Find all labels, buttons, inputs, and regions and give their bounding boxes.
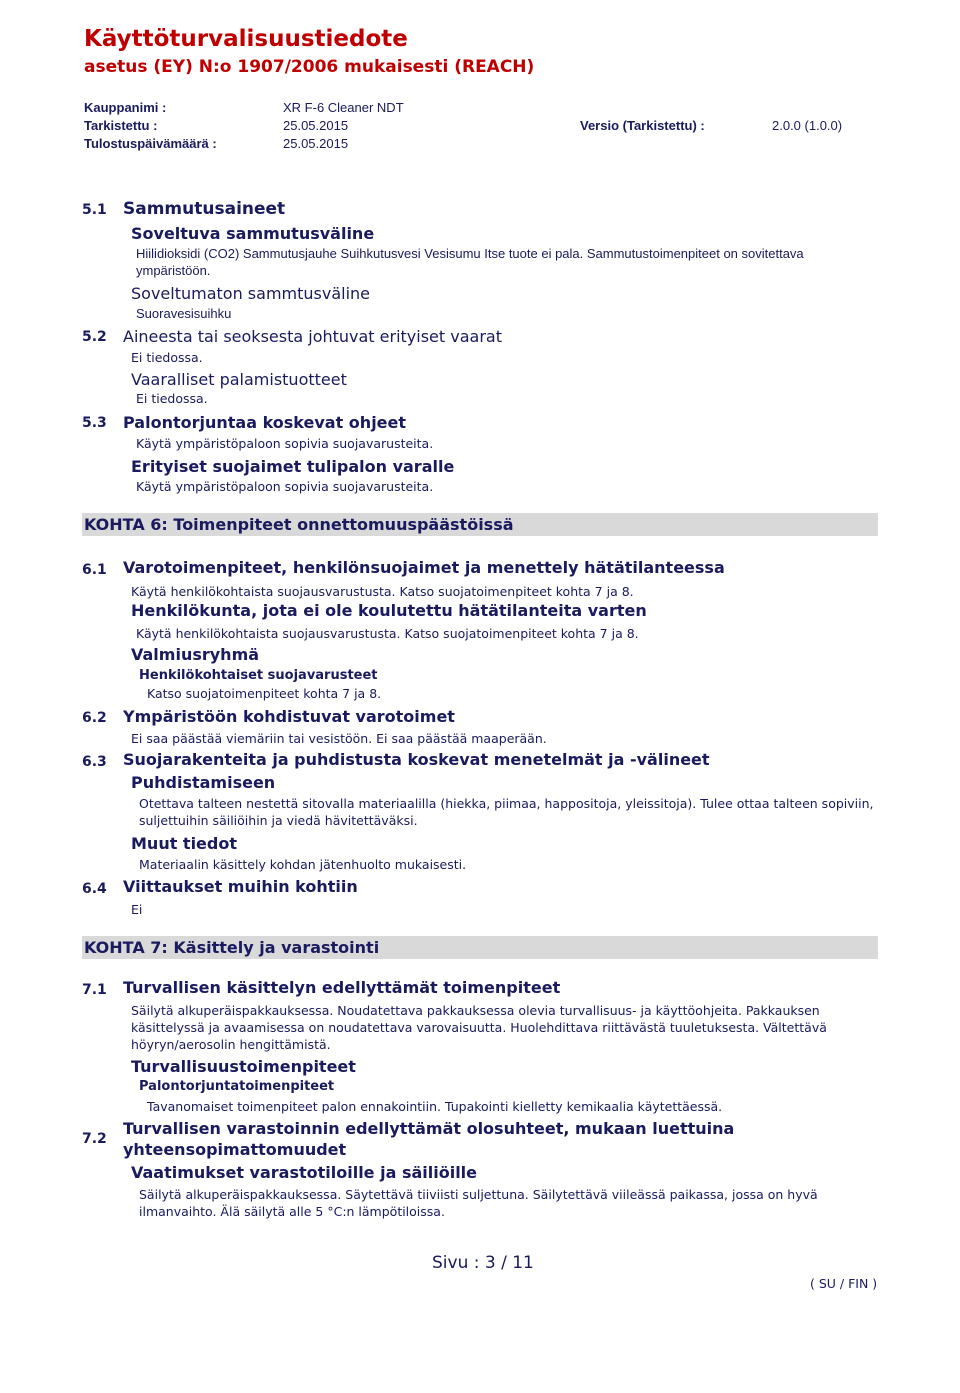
subheading: Erityiset suojaimet tulipalon varalle — [131, 457, 455, 476]
paragraph: Ei tiedossa. — [136, 391, 208, 406]
subheading: Soveltuva sammutusväline — [131, 224, 375, 243]
page-number: Sivu : 3 / 11 — [432, 1253, 534, 1273]
trade-name-value: XR F-6 Cleaner NDT — [283, 100, 404, 115]
section-number: 7.2 — [82, 1131, 107, 1147]
subsection-title: Suojarakenteita ja puhdistusta koskevat menetelmät ja -välineet — [123, 750, 710, 769]
paragraph: Katso suojatoimenpiteet kohta 7 ja 8. — [147, 686, 382, 701]
document-subtitle: asetus (EY) N:o 1907/2006 mukaisesti (REACH) — [84, 57, 535, 77]
paragraph: Käytä ympäristöpaloon sopivia suojavarusteita. — [136, 436, 434, 451]
paragraph: Tavanomaiset toimenpiteet palon ennakointiin. Tupakointi kielletty kemikaalia käytettäessä. — [147, 1099, 723, 1114]
print-date-label: Tulostuspäivämäärä : — [84, 136, 217, 151]
paragraph: Käytä henkilökohtaista suojausvarustusta. Katso suojatoimenpiteet kohta 7 ja 8. — [136, 626, 639, 641]
section-number: 6.4 — [82, 881, 107, 897]
section-number: 6.1 — [82, 562, 107, 578]
subheading-minor: Henkilökohtaiset suojavarusteet — [139, 668, 378, 683]
subheading: Turvallisuustoimenpiteet — [131, 1057, 356, 1076]
version-value: 2.0.0 (1.0.0) — [772, 118, 843, 133]
language-code: ( SU / FIN ) — [810, 1276, 878, 1291]
section-heading: KOHTA 7: Käsittely ja varastointi — [84, 938, 380, 957]
paragraph: Säilytä alkuperäispakkauksessa. Noudatettava pakkauksessa olevia turvallisuus- ja käyttöohjeita. Pakkauksen käsittelyssä ja avaamisessa on noudatettava varovaisuutta. Huolehdittava riittävästä tuuletuksesta. Vältettävä höyryn/aerosolin hengittämistä. — [131, 1003, 827, 1052]
paragraph: Materiaalin käsittely kohdan jätenhuolto mukaisesti. — [139, 857, 467, 872]
paragraph: Käytä henkilökohtaista suojausvarustusta. Katso suojatoimenpiteet kohta 7 ja 8. — [131, 584, 634, 599]
section-heading: KOHTA 6: Toimenpiteet onnettomuuspäästöissä — [84, 515, 514, 534]
document-title: Käyttöturvalisuustiedote — [84, 26, 408, 52]
paragraph: Käytä ympäristöpaloon sopivia suojavarusteita. — [136, 479, 434, 494]
subheading: Puhdistamiseen — [131, 773, 276, 792]
paragraph: Ei — [131, 902, 143, 917]
subheading: Soveltumaton sammtusväline — [131, 284, 371, 303]
subsection-title: Palontorjuntaa koskevat ohjeet — [123, 413, 407, 432]
print-date-value: 25.05.2015 — [283, 136, 349, 151]
subheading: Vaaralliset palamistuotteet — [131, 370, 347, 389]
version-label: Versio (Tarkistettu) : — [580, 118, 705, 133]
subheading: Henkilökunta, jota ei ole koulutettu hätätilanteita varten — [131, 601, 647, 620]
trade-name-label: Kauppanimi : — [84, 100, 167, 115]
subheading-minor: Palontorjuntatoimenpiteet — [139, 1079, 335, 1094]
paragraph: Säilytä alkuperäispakkauksessa. Säytettävä tiiviisti suljettuna. Säilytettävä viileässä paikassa, jossa on hyvä ilmanvaihto. Älä säilytä alle 5 °C:n lämpötiloissa. — [139, 1187, 818, 1219]
subsection-title: Varotoimenpiteet, henkilönsuojaimet ja menettely hätätilanteessa — [123, 558, 725, 577]
subsection-title: Turvallisen varastoinnin edellyttämät olosuhteet, mukaan luettuina yhteensopimattomuudet — [123, 1119, 735, 1159]
subsection-title: Turvallisen käsittelyn edellyttämät toimenpiteet — [123, 978, 561, 997]
subheading: Valmiusryhmä — [131, 645, 260, 664]
section-number: 5.3 — [82, 415, 107, 431]
subsection-title: Aineesta tai seoksesta johtuvat erityiset vaarat — [123, 327, 502, 346]
subheading: Muut tiedot — [131, 834, 237, 853]
paragraph: Hiilidioksidi (CO2) Sammutusjauhe Suihkutusvesi Vesisumu Itse tuote ei pala. Sammutustoimenpiteet on sovitettava ympäristöön. — [136, 246, 804, 278]
paragraph: Ei tiedossa. — [131, 350, 203, 365]
paragraph: Ei saa päästää viemäriin tai vesistöön. Ei saa päästää maaperään. — [131, 731, 547, 746]
section-number: 5.1 — [82, 202, 107, 218]
subheading: Vaatimukset varastotiloille ja säiliöille — [131, 1163, 478, 1182]
section-number: 5.2 — [82, 329, 107, 345]
paragraph: Suoravesisuihku — [136, 306, 232, 321]
subsection-title: Ympäristöön kohdistuvat varotoimet — [123, 707, 455, 726]
checked-value: 25.05.2015 — [283, 118, 349, 133]
paragraph: Otettava talteen nestettä sitovalla materiaalilla (hiekka, piimaa, happositoja, yleissitoja). Tulee ottaa talteen sopiviin, suljettuihin säiliöihin ja viedä hävitettäväksi. — [139, 796, 874, 828]
subsection-title: Sammutusaineet — [123, 199, 286, 219]
section-number: 7.1 — [82, 982, 107, 998]
subsection-title: Viittaukset muihin kohtiin — [123, 877, 358, 896]
section-number: 6.2 — [82, 710, 107, 726]
checked-label: Tarkistettu : — [84, 118, 158, 133]
section-number: 6.3 — [82, 754, 107, 770]
